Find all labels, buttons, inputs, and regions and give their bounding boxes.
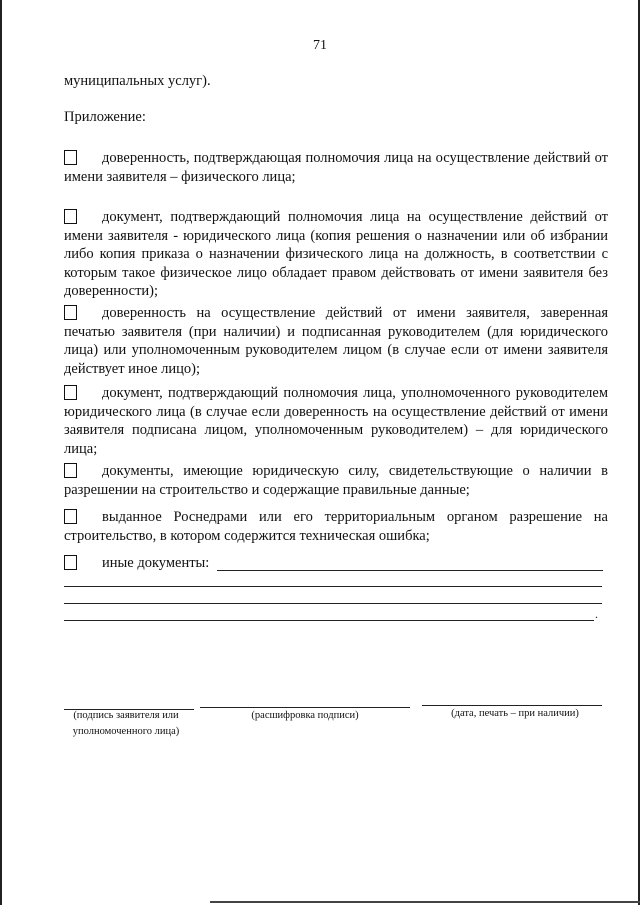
- attachments-heading: Приложение:: [64, 109, 146, 125]
- other-documents-line-4: [64, 620, 594, 621]
- other-documents-line-3: [64, 603, 602, 604]
- other-documents-end-mark: .: [595, 607, 598, 621]
- page-number: 71: [313, 38, 327, 53]
- other-documents-line-2: [64, 586, 602, 587]
- name-caption: (расшифровка подписи): [251, 710, 359, 721]
- attachment-item-1: доверенность, подтверждающая полномочия лица на осуществление действий от имени заявителя – физического лица;: [64, 150, 608, 185]
- other-documents-underline: [217, 570, 603, 571]
- attachment-item-4: документ, подтверждающий полномочия лица, уполномоченного руководителем юридического лица (в случае если доверенность на осуществление действий от имени заявителя подписана лицом, уполномоченным руководителем) – для юридического лица;: [64, 385, 608, 457]
- intro-text: муниципальных услуг).: [64, 73, 211, 89]
- attachment-item-5: документы, имеющие юридическую силу, свидетельствующие о наличии в разрешении на строительство и содержащие правильные данные;: [64, 463, 608, 498]
- date-caption: (дата, печать – при наличии): [451, 708, 579, 719]
- signature-caption: (подпись заявителя или уполномоченного лица): [72, 710, 180, 737]
- attachment-item-6: выданное Роснедрами или его территориальным органом разрешение на строительство, в котором содержится техническая ошибка;: [64, 509, 608, 544]
- attachment-item-3: доверенность на осуществление действий от имени заявителя, заверенная печатью заявителя (при наличии) и подписанная руководителем (для юридического лица) или уполномоченным руководителем лицом (в случае если от имени заявителя действует иное лицо);: [64, 305, 608, 377]
- scan-border-bottom: [210, 901, 640, 903]
- scan-border-left: [0, 0, 2, 905]
- other-documents-label: иные документы:: [102, 555, 210, 571]
- checkbox-other-documents[interactable]: [64, 555, 77, 570]
- attachment-item-2: документ, подтверждающий полномочия лица на осуществление действий от имени заявителя - юридического лица (копия решения о назначении или об избрании либо копия приказа о назначении физического лица на должность, в соответствии с которым такое физическое лицо обладает правом действовать от имени заявителя без доверенности);: [64, 209, 608, 299]
